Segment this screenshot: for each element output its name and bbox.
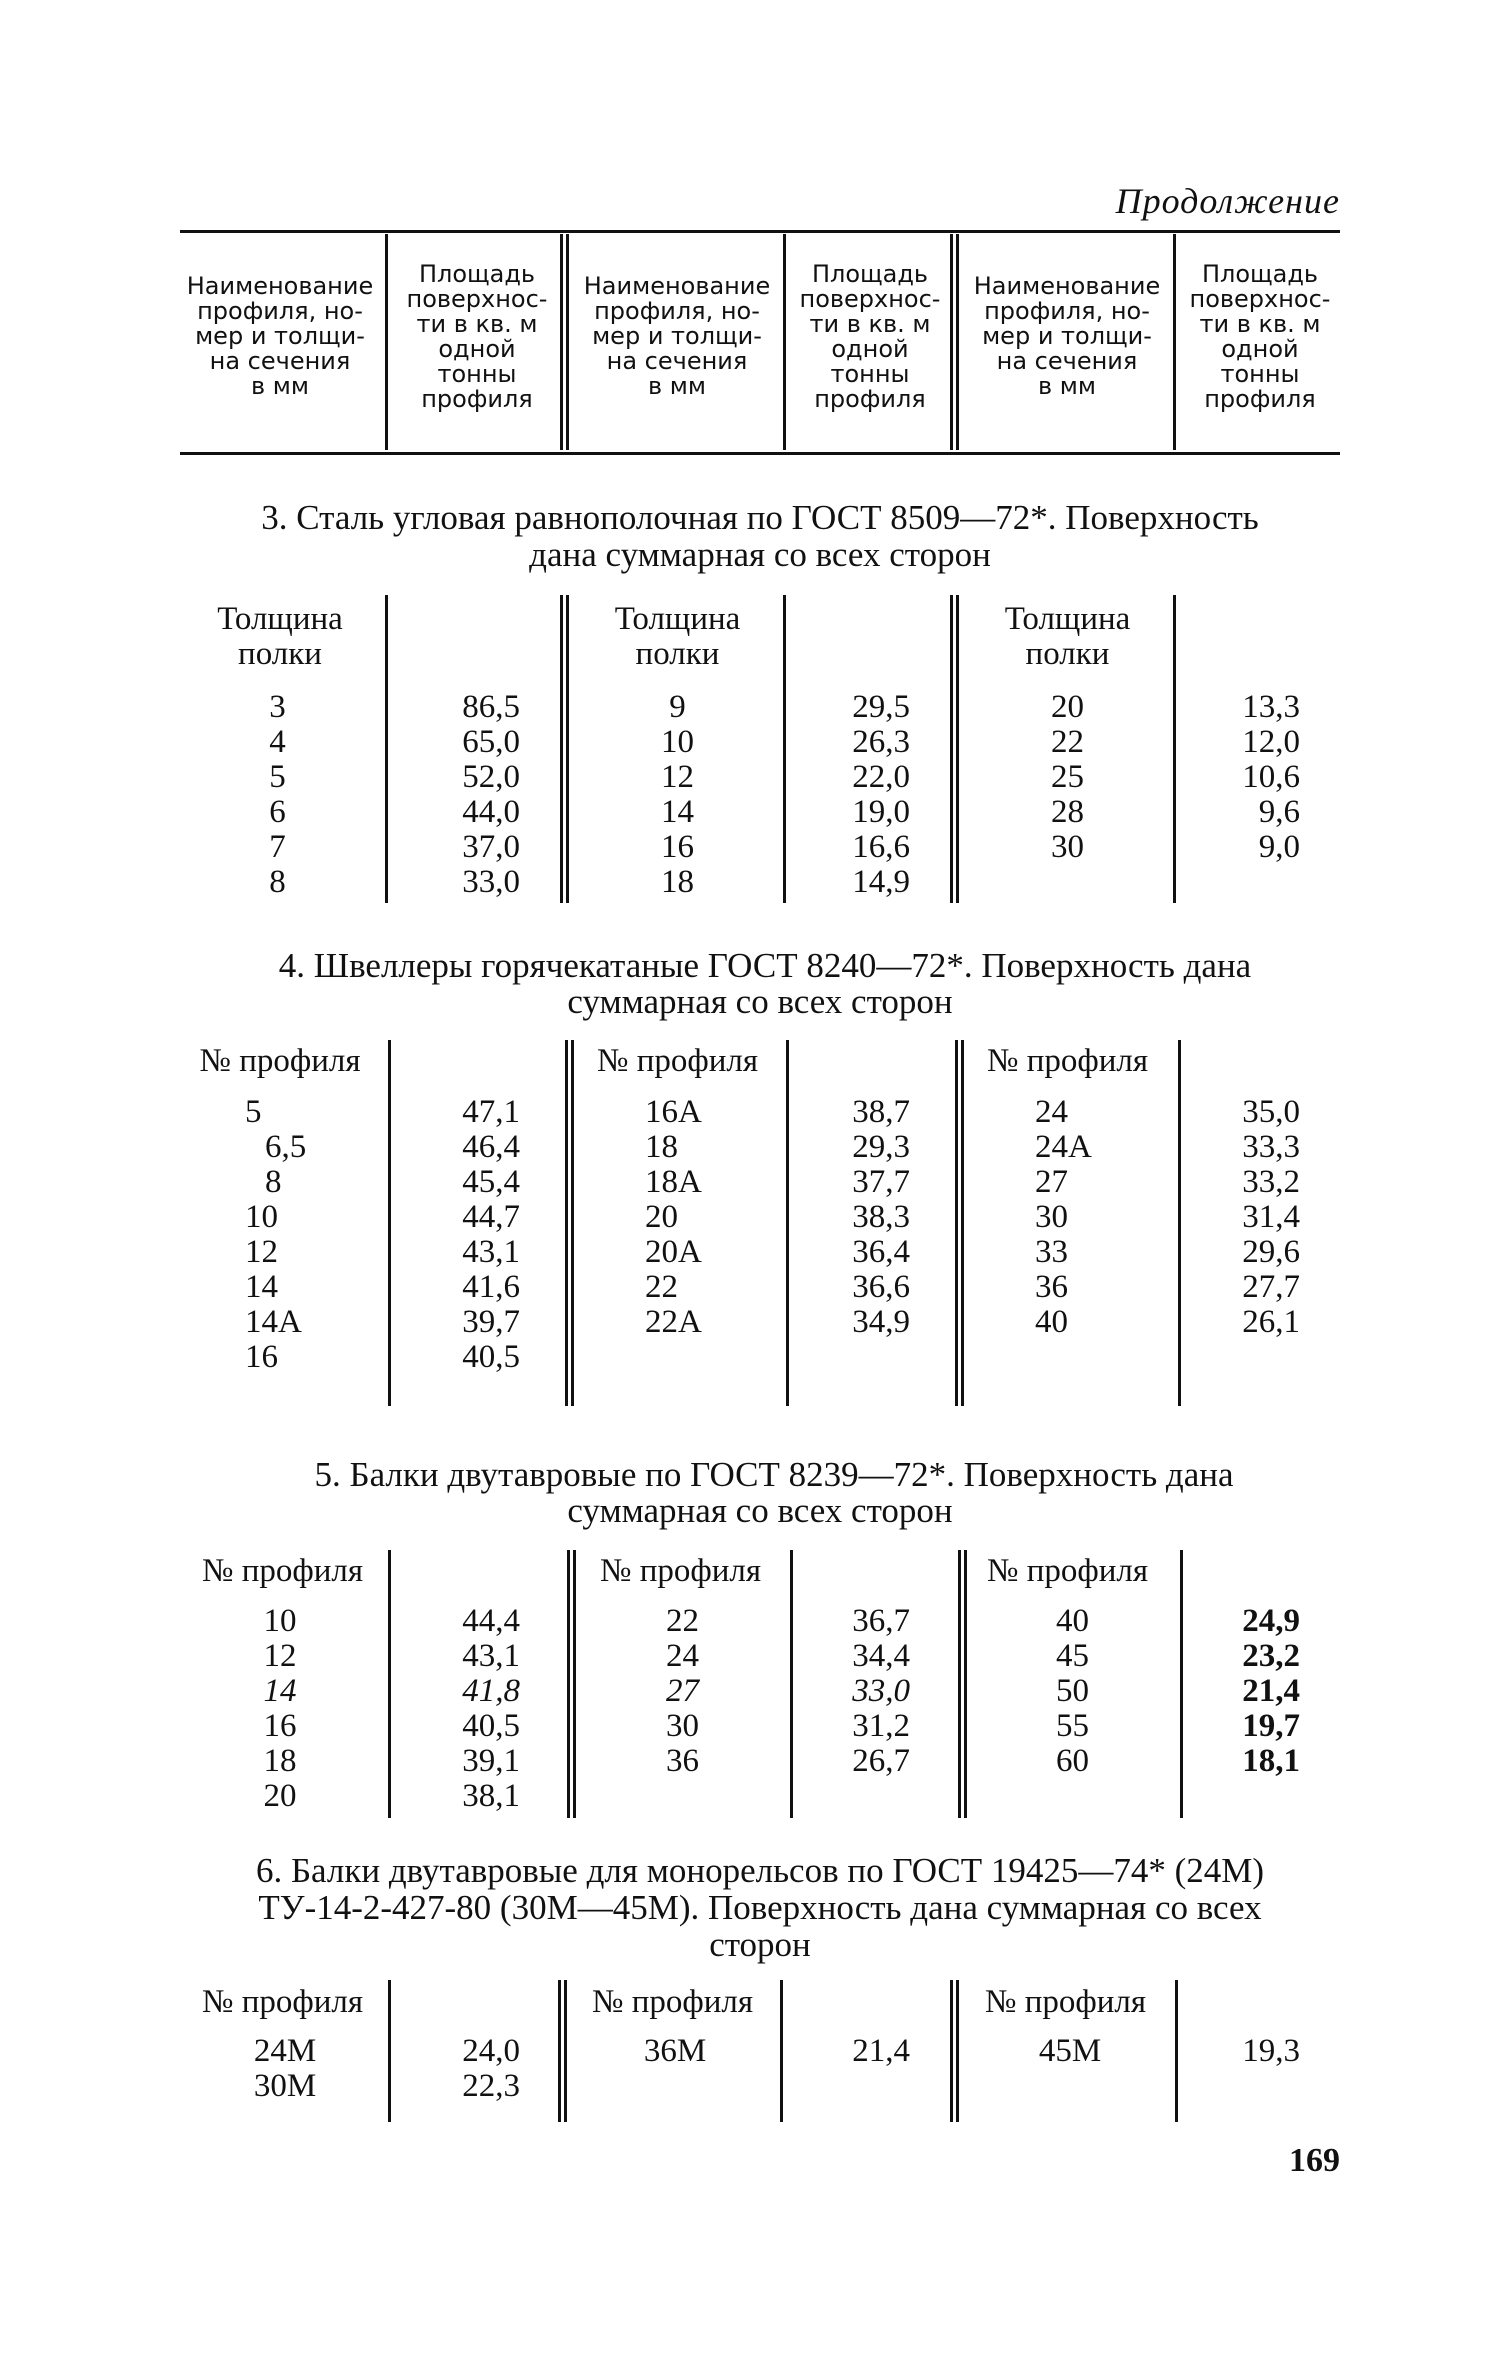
col-header-profile-number: № профиля bbox=[596, 1043, 759, 1079]
area-column: 35,0 33,3 33,2 31,4 29,6 27,7 26,1 bbox=[1242, 1094, 1300, 1340]
col-header-thickness: Толщина полки bbox=[614, 601, 741, 672]
header-double-divider bbox=[950, 234, 959, 450]
profile-number-column: 22 24 27 30 36 bbox=[666, 1603, 699, 1779]
profile-number-column: 10 12 14 16 18 20 bbox=[263, 1603, 297, 1814]
area-column: 24,0 22,3 bbox=[462, 2033, 520, 2104]
area-column: 38,7 29,3 37,7 38,3 36,4 36,6 34,9 bbox=[852, 1094, 910, 1340]
area-column: 13,3 12,0 10,6 9,6 9,0 bbox=[1242, 689, 1300, 865]
area-column: 29,5 26,3 22,0 19,0 16,6 14,9 bbox=[852, 689, 910, 900]
column-double-divider bbox=[560, 595, 569, 903]
header-name-col-2: Наименование профиля, но- мер и толщи- на сечения в мм bbox=[583, 272, 771, 400]
section-5-title-line2: суммарная со всех сторон bbox=[567, 1491, 953, 1530]
header-divider bbox=[1173, 234, 1176, 450]
header-top-rule bbox=[180, 230, 1340, 233]
column-divider bbox=[385, 595, 388, 903]
section-6-title-line1: 6. Балки двутавровые для монорельсов по ГОСТ 19425—74* (24М) bbox=[255, 1851, 1265, 1890]
column-divider bbox=[388, 1980, 391, 2122]
area-column: 19,3 bbox=[1242, 2033, 1300, 2069]
column-divider bbox=[790, 1550, 793, 1818]
column-divider bbox=[1173, 595, 1176, 903]
profile-number-column: 36М bbox=[643, 2033, 707, 2069]
area-column: 86,5 65,0 52,0 44,0 37,0 33,0 bbox=[462, 689, 520, 900]
header-name-col-1: Наименование профиля, но- мер и толщи- на сечения в мм bbox=[186, 272, 374, 400]
column-double-divider bbox=[950, 595, 959, 903]
column-double-divider bbox=[558, 1980, 567, 2122]
thickness-column: 9 10 12 14 16 18 bbox=[661, 689, 694, 900]
area-column: 24,9 23,2 21,4 19,7 18,1 bbox=[1242, 1603, 1300, 1779]
area-column: 47,1 46,4 45,4 44,7 43,1 41,6 39,7 40,5 bbox=[462, 1094, 520, 1375]
col-header-profile-number: № профиля bbox=[201, 1984, 364, 2020]
column-divider bbox=[780, 1980, 783, 2122]
continuation-label: Продолжение bbox=[1115, 181, 1340, 221]
section-6-title-line3: сторон bbox=[709, 1925, 811, 1964]
column-divider bbox=[786, 1040, 789, 1406]
col-header-profile-number: № профиля bbox=[986, 1553, 1149, 1589]
profile-number-column: 45М bbox=[1038, 2033, 1102, 2069]
section-4-title-line2: суммарная со всех сторон bbox=[567, 982, 953, 1021]
col-header-profile-number: № профиля bbox=[201, 1553, 364, 1589]
section-4-title-line1: 4. Швеллеры горячекатаные ГОСТ 8240—72*. Поверхность дана bbox=[278, 946, 1252, 985]
area-column: 21,4 bbox=[852, 2033, 910, 2069]
profile-number-column: 16А 18 18А 20 20А 22 22А bbox=[645, 1094, 702, 1340]
section-3-title-line1: 3. Сталь угловая равнополочная по ГОСТ 8509—72*. Поверхность bbox=[261, 498, 1259, 537]
col-header-profile-number: № профиля bbox=[199, 1043, 361, 1079]
col-header-profile-number: № профиля bbox=[984, 1984, 1147, 2020]
column-divider bbox=[783, 595, 786, 903]
col-header-thickness: Толщина полки bbox=[217, 601, 343, 672]
col-header-profile-number: № профиля bbox=[599, 1553, 762, 1589]
column-divider bbox=[1175, 1980, 1178, 2122]
column-divider bbox=[388, 1550, 391, 1818]
profile-number-column: 24 24А 27 30 33 36 40 bbox=[1035, 1094, 1092, 1340]
section-5-title-line1: 5. Балки двутавровые по ГОСТ 8239—72*. Поверхность дана bbox=[314, 1455, 1234, 1494]
column-double-divider bbox=[955, 1040, 964, 1406]
area-column: 36,7 34,4 33,0 31,2 26,7 bbox=[852, 1603, 910, 1779]
column-divider bbox=[1180, 1550, 1183, 1818]
thickness-column: 20 22 25 28 30 bbox=[1051, 689, 1084, 865]
col-header-profile-number: № профиля bbox=[986, 1043, 1149, 1079]
page-number: 169 bbox=[1289, 2142, 1340, 2179]
column-double-divider bbox=[950, 1980, 959, 2122]
header-name-col-3: Наименование профиля, но- мер и толщи- на сечения в мм bbox=[973, 272, 1161, 400]
header-double-divider bbox=[560, 234, 569, 450]
column-double-divider bbox=[567, 1550, 576, 1818]
profile-number-column: 5 6,5 8 10 12 14 14А 16 bbox=[245, 1094, 307, 1375]
col-header-thickness: Толщина полки bbox=[1004, 601, 1131, 672]
column-divider bbox=[388, 1040, 391, 1406]
header-area-col-1: Площадь поверхнос- ти в кв. м одной тонны профиля bbox=[406, 260, 548, 413]
column-double-divider bbox=[958, 1550, 967, 1818]
thickness-column: 3 4 5 6 7 8 bbox=[269, 689, 286, 900]
header-divider bbox=[385, 234, 388, 450]
header-area-col-3: Площадь поверхнос- ти в кв. м одной тонны профиля bbox=[1189, 260, 1331, 413]
area-column: 44,4 43,1 41,8 40,5 39,1 38,1 bbox=[462, 1603, 520, 1814]
section-3-title-line2: дана суммарная со всех сторон bbox=[529, 535, 991, 574]
profile-number-column: 24М 30М bbox=[253, 2033, 317, 2104]
column-divider bbox=[1178, 1040, 1181, 1406]
profile-number-column: 40 45 50 55 60 bbox=[1056, 1603, 1089, 1779]
column-double-divider bbox=[565, 1040, 574, 1406]
section-6-title-line2: ТУ-14-2-427-80 (30М—45М). Поверхность дана суммарная со всех bbox=[258, 1888, 1262, 1927]
header-area-col-2: Площадь поверхнос- ти в кв. м одной тонны профиля bbox=[799, 260, 941, 413]
col-header-profile-number: № профиля bbox=[591, 1984, 754, 2020]
header-divider bbox=[783, 234, 786, 450]
header-bottom-rule bbox=[180, 452, 1340, 455]
